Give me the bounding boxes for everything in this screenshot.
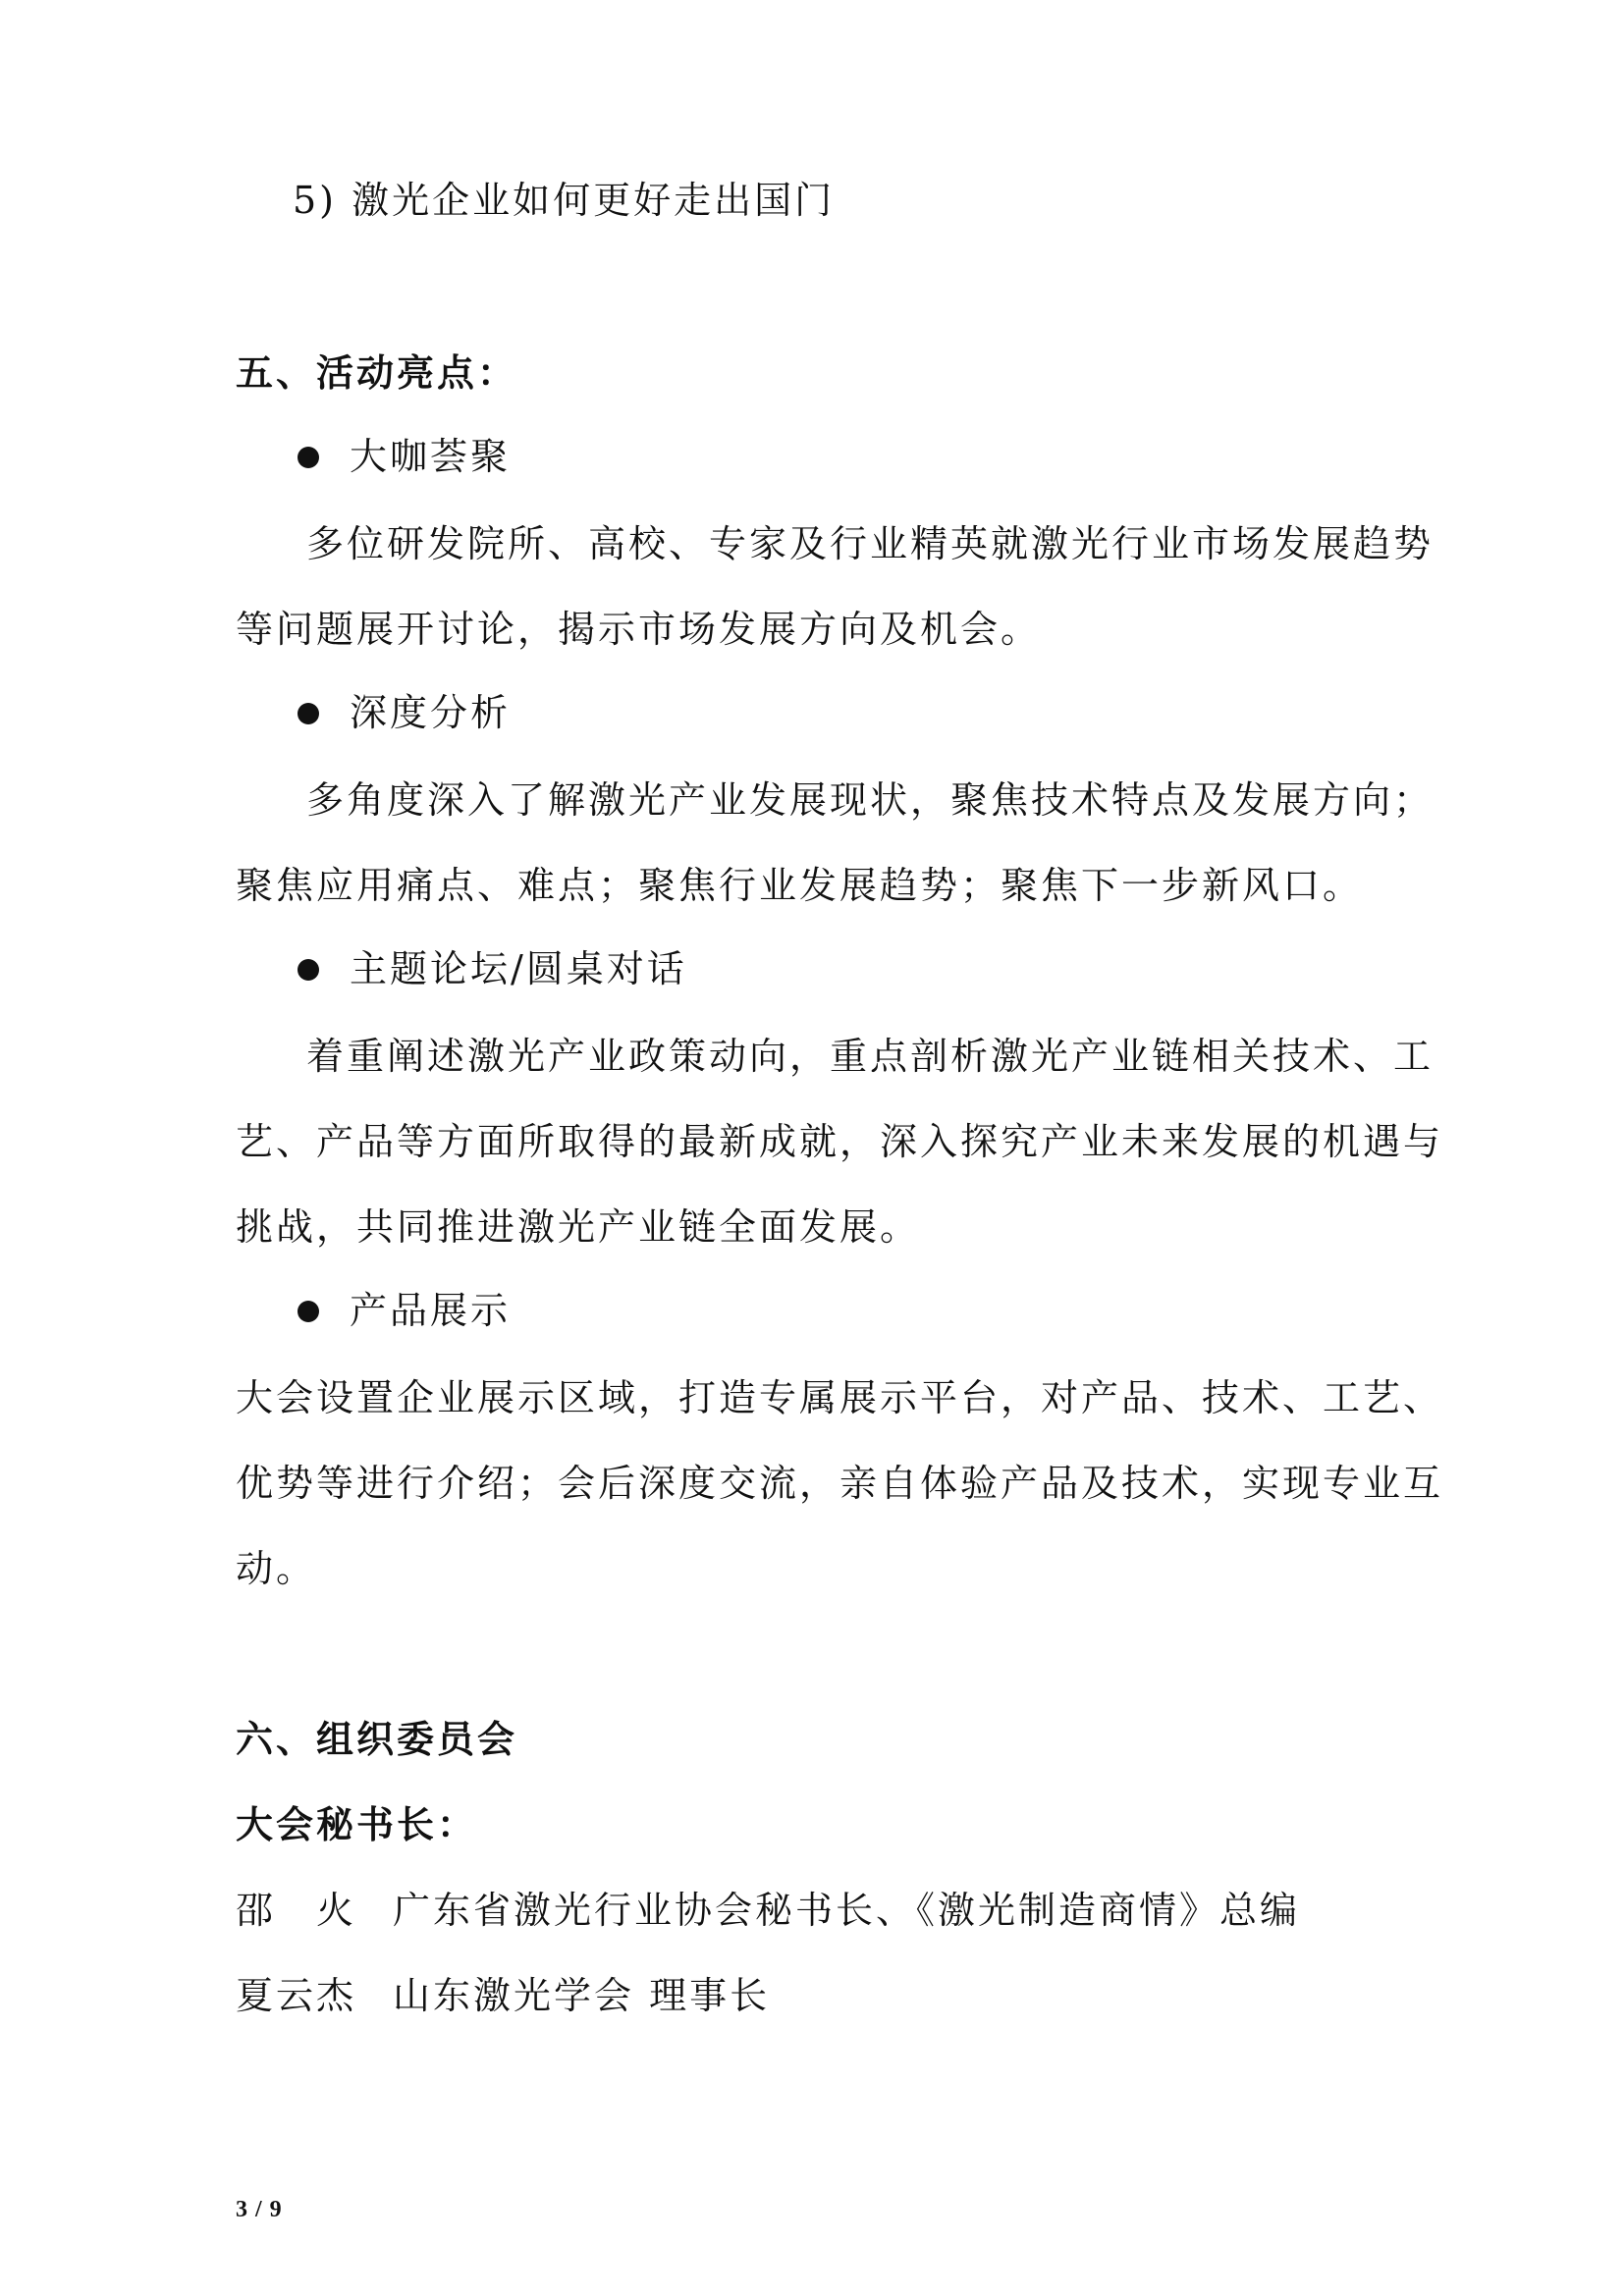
bullet-icon <box>298 1301 319 1322</box>
member-title: 山东激光学会 理事长 <box>393 1974 771 2017</box>
bullet-body-line: 聚焦应用痛点、难点；聚焦行业发展趋势；聚焦下一步新风口。 <box>236 864 1364 907</box>
section-heading-committee: 六、组织委员会 <box>236 1717 518 1761</box>
section-heading-highlights: 五、活动亮点： <box>236 350 518 395</box>
bullet-label-product-showcase: 产品展示 <box>350 1289 512 1332</box>
bullet-body-line: 艺、产品等方面所取得的最新成就，深入探究产业未来发展的机遇与 <box>236 1120 1444 1163</box>
bullet-body-line: 着重阐述激光产业政策动向，重点剖析激光产业链相关技术、工 <box>306 1035 1435 1078</box>
list-item-5: 5) 激光企业如何更好走出国门 <box>293 179 836 222</box>
member-title: 广东省激光行业协会秘书长、《激光制造商情》总编 <box>393 1889 1301 1932</box>
bullet-body-line: 等问题展开讨论，揭示市场发展方向及机会。 <box>236 608 1042 651</box>
bullet-body-line: 动。 <box>236 1547 317 1590</box>
page-number: 3 / 9 <box>236 2197 283 2222</box>
bullet-icon <box>298 959 319 981</box>
bullet-icon <box>298 447 319 468</box>
member-name: 邵 火 <box>236 1889 357 1932</box>
bullet-icon <box>298 703 319 724</box>
committee-subheading: 大会秘书长： <box>236 1802 478 1846</box>
bullet-body-line: 多位研发院所、高校、专家及行业精英就激光行业市场发展趋势 <box>306 522 1435 565</box>
bullet-body-line: 优势等进行介绍；会后深度交流，亲自体验产品及技术，实现专业互 <box>236 1462 1444 1505</box>
bullet-label-forum: 主题论坛/圆桌对话 <box>350 947 687 990</box>
bullet-label-deep-analysis: 深度分析 <box>350 691 512 734</box>
member-name: 夏云杰 <box>236 1974 357 2017</box>
bullet-label-big-names: 大咖荟聚 <box>350 435 512 478</box>
bullet-body-line: 挑战，共同推进激光产业链全面发展。 <box>236 1205 921 1249</box>
bullet-body-line: 多角度深入了解激光产业发展现状，聚焦技术特点及发展方向； <box>306 778 1435 822</box>
bullet-body-line: 大会设置企业展示区域，打造专属展示平台，对产品、技术、工艺、 <box>236 1376 1444 1419</box>
